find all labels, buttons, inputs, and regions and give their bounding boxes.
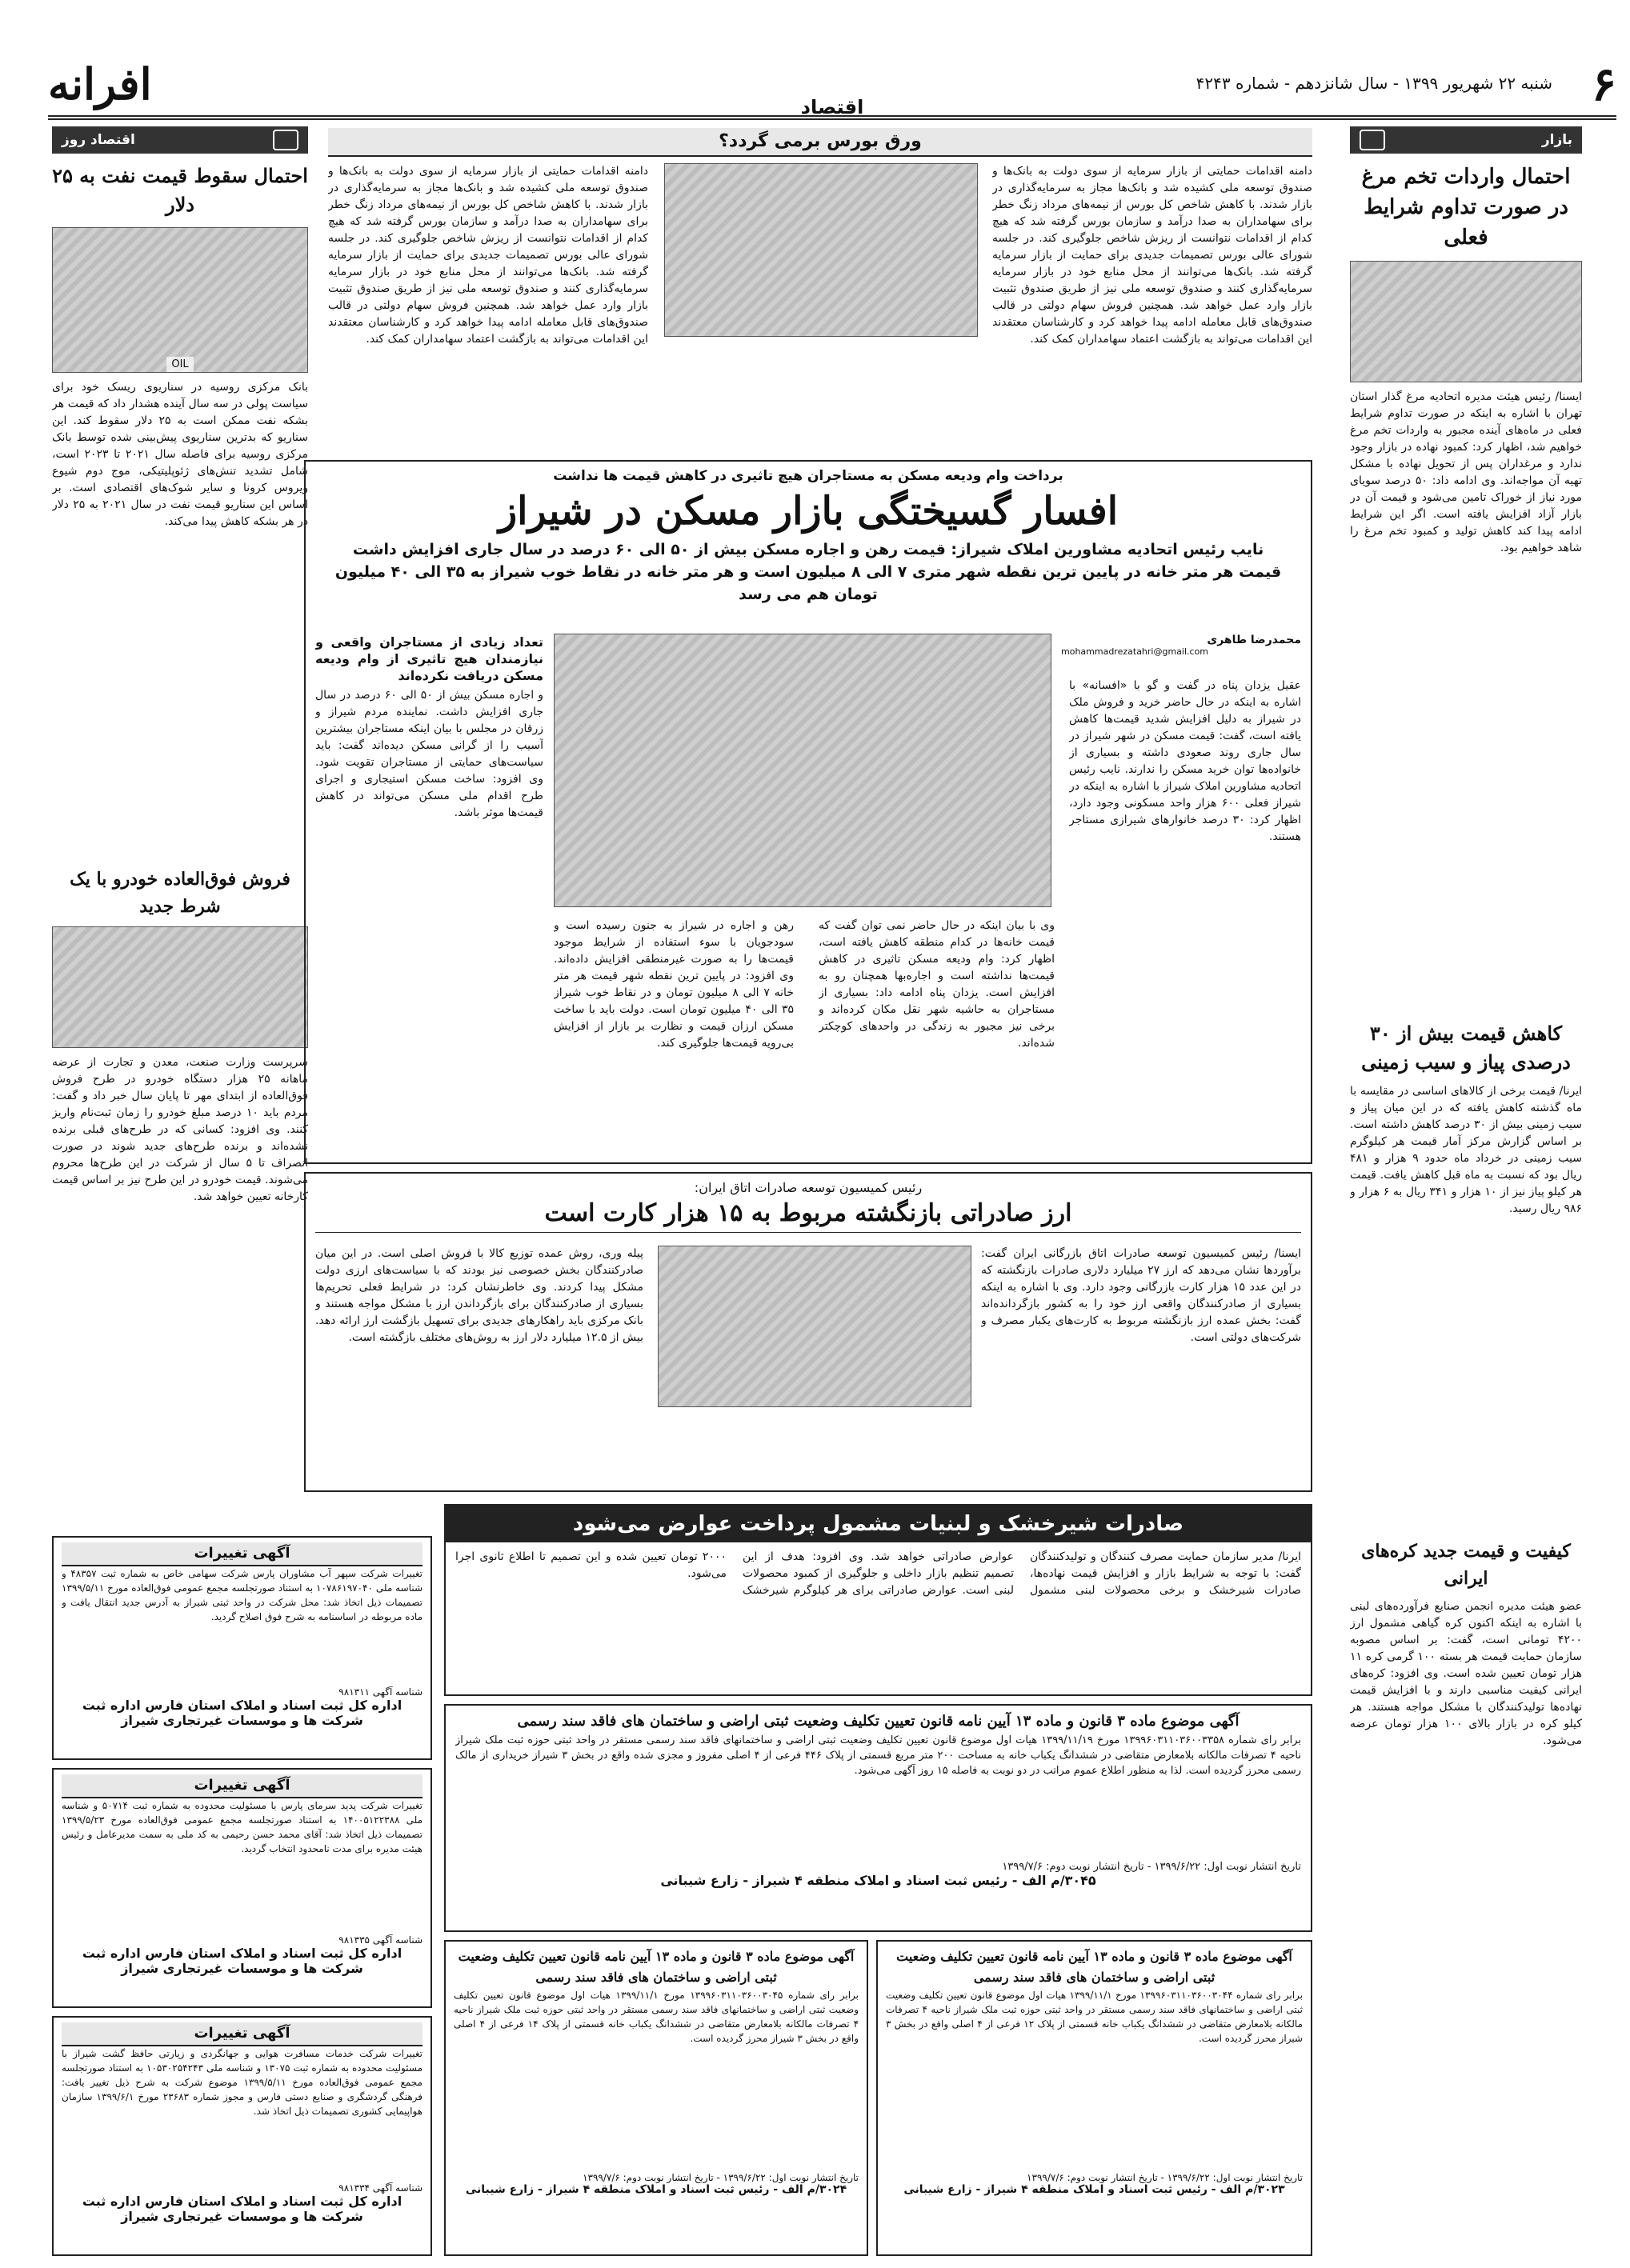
ad2-text: تغییرات شرکت پدید سرمای پارس با مسئولیت محدوده به شماره ثبت ۵۰۷۱۴ و شناسه ملی ۱۴۰۰۵۱۲۲۳۸۸ به استناد صورتجلسه مجمع عمومی فوق‌العاده مورخ ۱۳۹۹/۵/۲۳ تصمیمات ذیل اتخاذ شد: آقای محمد حسن رحیمی به کد ملی به سمت مدیرعامل و رئیس هیئت مدیره برای مدت نامحدود انتخاب گردید. (62, 1800, 423, 1854)
section-tag (1350, 126, 1582, 154)
official-portrait-photo (658, 1246, 971, 1407)
ad3-office: اداره کل ثبت اسناد و املاک استان فارس اداره ثبت شرکت ها و موسسات غیرتجاری شیراز (82, 2194, 402, 2224)
newspaper-logo: افرانه (48, 58, 152, 110)
right-column (1350, 126, 1582, 2038)
ad-changes-2 (52, 1768, 432, 2008)
notice-3 (876, 1940, 1312, 2256)
ad1-text: تغییرات شرکت سپهر آب مشاوران پارس شرکت سهامی خاص به شماره ثبت ۴۸۳۵۷ و شناسه ملی ۱۰۷۸۶۱۹۷۰۴۰ به استناد صورتجلسه مجمع عمومی فوق‌العاده مورخ ۱۳۹۹/۵/۱۱ تصمیمات ذیل اتخاذ شد: محل شرکت در واحد ثبتی شیراز به آدرس جدید انتقال یافت و ماده مربوطه در اساسنامه به شرح فوق اصلاح گردید. (62, 1568, 423, 1622)
ad1-title: آگهی تغییرات (62, 1542, 423, 1566)
cart-icon (1360, 130, 1385, 150)
stock-text-left (328, 163, 648, 447)
ad2-title: آگهی تغییرات (62, 1774, 423, 1798)
export-text-left-p: پیله وری، روش عمده توزیع کالا با فروش اصلی است. در این میان صادرکنندگان بخش خصوصی نیز بودند که با سیاست‌های ارزی دولت مشکل پیدا کردند. وی خاطرنشان کرد: در شرایط فعلی تحریم‌ها بسیاری از صادرکنندگان برای بازگرداندن ارز با مشکل مواجه هستند و بانک مرکزی باید راهکارهای جدیدی برای تسهیل بازگشت ارز ارائه دهد. بیش از ۱۲.۵ میلیارد دلار ارز به روش‌های مختلف بازگشته است. (315, 1247, 643, 1344)
dairy-text-p: ایرنا/ مدیر سازمان حمایت مصرف کنندگان و تولیدکنندگان گفت: با توجه به شرایط بازار و افزایش قیمت نهاده‌ها، صادرات شیرخشک و برخی محصولات لبنی مشمول عوارض صادراتی خواهد شد. وی افزود: هدف از این تصمیم تنظیم بازار داخلی و جلوگیری از کمبود محصولات لبنی است. عوارض صادراتی برای هر کیلوگرم شیرخشک ۲۰۰۰ تومان تعیین شده و این تصمیم تا اطلاع ثانوی اجرا می‌شود. (455, 1550, 1301, 1597)
section-tag-label: بازار (1541, 132, 1572, 148)
stock-text-right-p: دامنه اقدامات حمایتی از بازار سرمایه از سوی دولت به بانک‌ها و صندوق توسعه ملی کشیده شد و بانک‌ها مجاز به سرمایه‌گذاری در بازار شدند. با کاهش شاخص کل بورس از نیمه‌های مرداد زنگ خطر برای سهامداران به صدا درآمد و سازمان بورس گرفته شد که هیچ کدام از اقدامات نتوانست از ریزش شاخص جلوگیری کند. در جلسه شورای عالی بورس تصمیمات جدیدی برای حمایت از بازار سرمایه گرفته شد. بانک‌ها می‌توانند از محل منابع خود در بازار سرمایه سرمایه‌گذاری کنند و صندوق توسعه ملی نیز از طریق صندوق تثبیت بازار وارد عمل خواهد شد. همچنین فروش سهام دولتی در قالب صندوق‌های قابل معامله ادامه پیدا خواهد کرد و کارشناسان معتقدند این اقدامات می‌تواند به بازگشت اعتماد سهامداران کمک کند. (992, 165, 1312, 346)
main-bullet-2: قیمت هر متر خانه در پایین ترین نقطه شهر متری ۷ الی ۸ میلیون است و هر متر خانه در نقاط خوب شیراز به ۳۵ الی ۴۰ میلیون تومان هم می رسد (334, 563, 1282, 603)
article-car (52, 1054, 308, 1318)
stock-exchange-photo (664, 163, 978, 337)
car-meeting-photo (52, 926, 308, 1048)
article-oil-text: بانک مرکزی روسیه در سناریوی ریسک خود برای سیاست پولی در سه سال آینده هشدار داد که قیمت هر بشکه نفت ممکن است به ۲۵ دلار سقوط کند. این سناریو که بدترین سناریوی پیش‌بینی شده توسط بانک مرکزی روسیه برای فاصله سال ۲۰۲۱ تا ۲۰۲۳ است، شامل تشدید تنش‌های ژئوپلیتیکی، موج دوم شیوع ویروس کرونا و سایر شوک‌های اقتصادی است. بر اساس این سناریو قیمت نفت در سال ۲۰۲۱ به ۲۵ دلار در هر بشکه کاهش پیدا می‌کند. (52, 381, 308, 528)
eggs-photo (1350, 261, 1582, 382)
oil-photo-label: OIL (166, 357, 193, 372)
notice2-text: برابر رای شماره ۱۳۹۹۶۰۳۱۱۰۳۶۰۰۳۰۴۵ مورخ ۱۳۹۹/۱۱/۱ هیات اول موضوع قانون تعیین تکلیف وضعیت ثبتی اراضی و ساختمانهای فاقد سند رسمی مستقر در واحد ثبتی حوزه ثبت ملک شیراز ناحیه ۴ تصرفات مالکانه بلامعارض متقاضی در ششدانگ یکباب خانه قسمتی از پلاک ۱۴ فرعی از ۴ اصلی واقع در بخش ۳ شیراز محرز گردیده است. (454, 1990, 859, 2044)
ad2-code: شناسه آگهی ۹۸۱۳۳۵ (338, 1934, 423, 1946)
main-col-3-text: رهن و اجاره در شیراز به جنون رسیده است و سودجویان با سوء استفاده از شرایط موجود قیمت‌ها را به صورت غیرمنطقی افزایش داده‌اند. وی افزود: در پایین ترین نقطه شهر قیمت هر متر خانه ۷ الی ۸ میلیون تومان و در نقاط خوب شیراز ۳۵ الی ۴۰ میلیون تومان است. دولت باید با ساخت مسکن ارزان قیمت و نظارت بر بازار از افزایش بی‌رویه قیمت‌ها جلوگیری کند. (554, 919, 794, 1050)
export-text-left (315, 1246, 643, 1486)
export-headline: ارز صادراتی بازنگشته مربوط به ۱۵ هزار کارت است (315, 1195, 1301, 1233)
headline-butter: کیفیت و قیمت جدید کره‌های ایرانی (1361, 1541, 1571, 1589)
author-email: mohammadrezatahri@gmail.com (1061, 646, 1209, 657)
headline-car: فروش فوق‌العاده خودرو با یک شرط جدید (70, 869, 290, 917)
notice3-text: برابر رای شماره ۱۳۹۹۶۰۳۱۱۰۳۶۰۰۳۰۴۴ مورخ ۱۳۹۹/۱۱/۱ هیات اول موضوع قانون تعیین تکلیف وضعیت ثبتی اراضی و ساختمانهای فاقد سند رسمی مستقر در واحد ثبتی حوزه ثبت ملک شیراز ناحیه ۴ تصرفات مالکانه بلامعارض متقاضی در ششدانگ یکباب خانه قسمتی از پلاک ۱۲ فرعی از ۴ اصلی واقع در بخش ۳ شیراز محرز گردیده است. (886, 1990, 1303, 2044)
article-butter-text: عضو هیئت مدیره انجمن صنایع فرآورده‌های لبنی با اشاره به اینکه اکنون کره گیاهی مشمول ارز ۴۲۰۰ تومانی است، گفت: بر اساس مصوبه سازمان حمایت قیمت هر بسته ۱۰۰ گرمی کره ۱۱ هزار تومان تعیین شده است. وی افزود: کره‌های ایرانی کیفیت مناسبی دارند و با افزایش قیمت نهاده‌ها تولیدکنندگان با مشکل مواجه هستند. هر کیلو کره در بازار بالای ۱۰۰ هزار تومان عرضه می‌شود. (1350, 1600, 1582, 1747)
main-col-1 (1069, 678, 1301, 1150)
article-onion-text: ایرنا/ قیمت برخی از کالاهای اساسی در مقایسه با ماه گذشته کاهش یافته که در این میان پیاز و سیب زمینی بیش از ۳۰ درصد کاهش داشته است. بر اساس گزارش مرکز آمار قیمت هر کیلوگرم سیب زمینی در خرداد ماه حدود ۹ هزار و ۴۸۱ ریال بود که نسبت به ماه قبل کاهش یافت. قیمت هر کیلو پیاز نیز از ۱۰ هزار و ۳۴۱ ریال به ۶ هزار و ۹۸۶ ریال رسید. (1350, 1085, 1582, 1215)
main-bullet-1: نایب رئیس اتحادیه مشاورین املاک شیراز: قیمت رهن و اجاره مسکن بیش از ۵۰ الی ۶۰ درصد در سال جاری افزایش داشت (352, 541, 1264, 558)
stock-text-left-p: دامنه اقدامات حمایتی از بازار سرمایه از سوی دولت به بانک‌ها و صندوق توسعه ملی کشیده شد و بانک‌ها مجاز به سرمایه‌گذاری در بازار شدند. با کاهش شاخص کل بورس از نیمه‌های مرداد زنگ خطر برای سهامداران به صدا درآمد و سازمان بورس گرفته شد که هیچ کدام از اقدامات نتوانست از ریزش شاخص جلوگیری کند. در جلسه شورای عالی بورس تصمیمات جدیدی برای حمایت از بازار سرمایه گرفته شد. بانک‌ها می‌توانند از محل منابع خود در بازار سرمایه سرمایه‌گذاری کنند و صندوق توسعه ملی نیز از طریق صندوق تثبیت بازار وارد عمل خواهد شد. همچنین فروش سهام دولتی در قالب صندوق‌های قابل معامله ادامه پیدا خواهد کرد و کارشناسان معتقدند این اقدامات می‌تواند به بازگشت اعتماد سهامداران کمک کند. (328, 165, 648, 346)
dateline: شنبه ۲۲ شهریور ۱۳۹۹ - سال شانزدهم - شماره ۴۲۴۳ (1195, 74, 1552, 93)
notice1-title: آگهی موضوع ماده ۳ قانون و ماده ۱۳ آیین نامه قانون تعیین تکلیف وضعیت ثبتی اراضی و ساختمان های فاقد سند رسمی (517, 1713, 1240, 1730)
notice2-dates: تاریخ انتشار نوبت اول: ۱۳۹۹/۶/۲۲ - تاریخ انتشار نوبت دوم: ۱۳۹۹/۷/۶ (583, 2172, 859, 2183)
notice-1 (444, 1704, 1312, 1932)
main-col-3 (554, 918, 794, 1150)
export-kicker: رئیس کمیسیون توسعه صادرات اتاق ایران: (694, 1180, 923, 1195)
main-col-2 (819, 918, 1055, 1150)
notice3-signature: ۳۰۲۳/م الف - رئیس ثبت اسناد و املاک منطقه ۴ شیراز - زارع شیبانی (903, 2183, 1285, 2196)
ad2-office: اداره کل ثبت اسناد و املاک استان فارس اداره ثبت شرکت ها و موسسات غیرتجاری شیراز (82, 1946, 402, 1976)
article-eggs (1350, 389, 1582, 1013)
notice2-signature: ۳۰۲۴/م الف - رئیس ثبت اسناد و املاک منطقه ۴ شیراز - زارع شیبانی (465, 2183, 847, 2196)
article-oil (52, 379, 308, 859)
notice2-title: آگهی موضوع ماده ۳ قانون و ماده ۱۳ آیین نامه قانون تعیین تکلیف وضعیت ثبتی اراضی و ساختمان های فاقد سند رسمی (458, 1949, 855, 1985)
main-kicker: برداخت وام ودیعه مسکن به مستاجران هیچ تاثیری در کاهش قیمت ها نداشت (553, 468, 1063, 484)
ad1-code: شناسه آگهی ۹۸۱۳۱۱ (338, 1686, 423, 1698)
top-story (328, 128, 1312, 452)
shiraz-buildings-photo (554, 634, 1051, 907)
main-col-4 (315, 634, 543, 1150)
article-butter (1350, 1598, 1582, 2118)
notice1-dates: تاریخ انتشار نوبت اول: ۱۳۹۹/۶/۲۲ - تاریخ انتشار نوبت دوم: ۱۳۹۹/۷/۶ (1002, 1861, 1301, 1873)
notice3-dates: تاریخ انتشار نوبت اول: ۱۳۹۹/۶/۲۲ - تاریخ انتشار نوبت دوم: ۱۳۹۹/۷/۶ (1027, 2172, 1303, 2183)
main-col-4-text: و اجاره مسکن بیش از ۵۰ الی ۶۰ درصد در سال جاری افزایش داشت. نماینده مردم شیراز و زرقان در مجلس با بیان اینکه مستاجران بیشترین آسیب را از گرانی مسکن دیده‌اند گفت: باید سیاست‌های حمایتی از مستاجران تقویت شود. وی افزود: ساخت مسکن استیجاری و اجرای طرح اقدام ملی مسکن می‌تواند در کاهش قیمت‌ها موثر باشد. (315, 689, 543, 819)
left-column (52, 126, 308, 1302)
main-story (304, 460, 1312, 1164)
main-headline: افسار گسیختگی بازار مسکن در شیراز (498, 489, 1119, 534)
ad3-text: تغییرات شرکت خدمات مسافرت هوایی و جهانگردی و زیارتی حافظ گشت شیراز با مسئولیت محدوده به شماره ثبت ۱۳۰۷۵ و شناسه ملی ۱۰۵۳۰۲۵۴۲۴۳ به استناد صورتجلسه مجمع عمومی فوق‌العاده مورخ ۱۳۹۹/۵/۱۱ موضوع شرکت به شرح ذیل تغییر یافت: فرهنگی گردشگری و صنایع دستی فارس و مجوز شماره ۲۳۶۸۳ مورخ ۱۳۹۹/۶/۱ سازمان هواپیمایی کشوری تصمیمات ذیل اتخاذ شد. (62, 2048, 423, 2117)
article-car-text: سرپرست وزارت صنعت، معدن و تجارت از عرضه ماهانه ۲۵ هزار دستگاه خودرو در طرح فروش فوق‌العاده از ابتدای مهر تا پایان سال خبر داد و گفت: مردم باید ۱۰ درصد مبلغ خودرو را زمان ثبت‌نام واریز کنند. وی افزود: کسانی که در طرح‌های قبلی برنده نشده‌اند و برنده طرح‌های جدید شوند در صورت انصراف تا ۵ سال از شرکت در این طرح‌ها محروم می‌شوند. قیمت خودرو در این طرح نیز بر اساس قیمت کارخانه تعیین خواهد شد. (52, 1056, 308, 1203)
dairy-story (444, 1504, 1312, 1696)
ad1-office: اداره کل ثبت اسناد و املاک استان فارس اداره ثبت شرکت ها و موسسات غیرتجاری شیراز (82, 1698, 402, 1728)
headline-oil: احتمال سقوط قیمت نفت به ۲۵ دلار (52, 164, 308, 216)
headline-stock: ورق بورس برمی گردد؟ (328, 128, 1312, 157)
byline (1061, 634, 1301, 657)
main-col-2-text: وی با بیان اینکه در حال حاضر نمی توان گفت که قیمت خانه‌ها در کدام منطقه کاهش یافته است، اظهار کرد: وام ودیعه مسکن تاثیری در کاهش قیمت‌ها نداشته است و اجاره‌بها همچنان رو به افزایش است. یزدان پناه ادامه داد: بسیاری از مستاجران به حاشیه شهر نقل مکان کرده‌اند و برخی نیز مجبور به زندگی در واحدهای کوچکتر شده‌اند. (819, 919, 1055, 1050)
export-text-right (981, 1246, 1301, 1486)
dairy-headline: صادرات شیرخشک و لبنیات مشمول پرداخت عوارض می‌شود (446, 1506, 1311, 1542)
main-col-4-subhead: تعداد زیادی از مستاجران واقعی و نیازمندان هیچ تاثیری از وام ودیعه مسکن دریافت نکرده‌اند (315, 634, 543, 683)
notice1-text: برابر رای شماره ۱۳۹۹۶۰۳۱۱۰۳۶۰۰۳۳۵۸ مورخ ۱۳۹۹/۱۱/۱۹ هیات اول موضوع قانون تعیین تکلیف وضعیت ثبتی اراضی و ساختمانهای فاقد سند رسمی مستقر در واحد ثبتی حوزه ثبت ملک شیراز ناحیه ۴ تصرفات مالکانه بلامعارض متقاضی در ششدانگ یکباب خانه به مساحت ۲۰۰ متر مربع قسمتی از پلاک ۴۴۶ فرعی از ۴ اصلی مفروز و مجزی شده واقع در بخش ۳ شیراز خریداری از مالک رسمی محرز گردیده است. لذا به منظور اطلاع عموم مراتب در دو نوبت به فاصله ۱۵ روز آگهی می‌شود. (455, 1734, 1301, 1777)
export-text-right-p: ایسنا/ رئیس کمیسیون توسعه صادرات اتاق بازرگانی ایران گفت: برآوردها نشان می‌دهد که ارز ۲۷ میلیارد دلاری صادرات بازنگشته که در این عدد ۱۵ هزار کارت بازرگانی وجود دارد. وی با اشاره به اینکه بسیاری از صادرکنندگان واقعی ارز خود را به کشور بازگردانده‌اند گفت: بخش عمده ارز بازنگشته مربوط به کارت‌های یکبار مصرف و شرکت‌های دولتی است. (981, 1247, 1301, 1344)
ad-changes-1 (52, 1536, 432, 1760)
notice1-signature: ۳۰۴۵/م الف - رئیس ثبت اسناد و املاک منطقه ۴ شیراز - زارع شیبانی (660, 1873, 1096, 1888)
section-title: اقتصاد (800, 96, 864, 118)
masthead (48, 56, 1616, 120)
logo-icon (273, 130, 298, 150)
section-tag-left-label: اقتصاد روز (62, 132, 135, 148)
notice3-title: آگهی موضوع ماده ۳ قانون و ماده ۱۳ آیین نامه قانون تعیین تکلیف وضعیت ثبتی اراضی و ساختمان های فاقد سند رسمی (896, 1949, 1292, 1985)
article-eggs-text: ایسنا/ رئیس هیئت مدیره اتحادیه مرغ گذار استان تهران با اشاره به اینکه در صورت تداوم شرایط فعلی در ماه‌های آینده مجبور به واردات تخم مرغ خواهیم شد، اظهار کرد: کمبود نهاده در بازار وجود ندارد و مرغداران پس از تحویل نهاده با مشکل تهیه آن مواجه‌اند. وی ادامه داد: ۵۰ درصد سویای مورد نیاز از خوراک تامین می‌شود و قیمت آن در بازار آزاد افزایش یافته است. اگر این شرایط ادامه پیدا کند کاهش تولید و کمبود تخم مرغ را شاهد خواهیم بود. (1350, 390, 1582, 554)
author-name: محمدرضا طاهری (1207, 634, 1301, 646)
ad3-title: آگهی تغییرات (62, 2022, 423, 2046)
headline-onion: کاهش قیمت بیش از ۳۰ درصدی پیاز و سیب زمینی (1361, 1022, 1571, 1074)
section-tag-left (52, 126, 308, 154)
stock-text-right (992, 163, 1312, 447)
headline-eggs: احتمال واردات تخم مرغ در صورت تداوم شرایط فعلی (1361, 165, 1571, 250)
article-onion (1350, 1083, 1582, 1531)
main-col-1-text: عقیل یزدان پناه در گفت و گو با «افسانه» با اشاره به اینکه در حال حاضر خرید و فروش ملک در شیراز به دلیل افزایش شدید قیمت‌ها کاهش یافته است، گفت: قیمت مسکن در شهر شیراز در سال جاری روند صعودی داشته و بسیاری از خانواده‌ها توان خرید مسکن را ندارند. نایب رئیس اتحادیه مشاورین املاک شیراز با اشاره به اینکه در شیراز فعلی ۶۰۰ هزار واحد مسکونی وجود دارد، اظهار کرد: ۳۰ درصد خانوارهای شیرازی مستاجر هستند. (1069, 679, 1301, 843)
ad-changes-3 (52, 2016, 432, 2256)
export-story (304, 1172, 1312, 1492)
notice-2 (444, 1940, 868, 2256)
dairy-text (446, 1542, 1311, 1704)
oil-barrels-photo (52, 227, 308, 373)
page-number: ۶ (1591, 57, 1616, 111)
ad3-code: شناسه آگهی ۹۸۱۳۳۴ (338, 2182, 423, 2194)
